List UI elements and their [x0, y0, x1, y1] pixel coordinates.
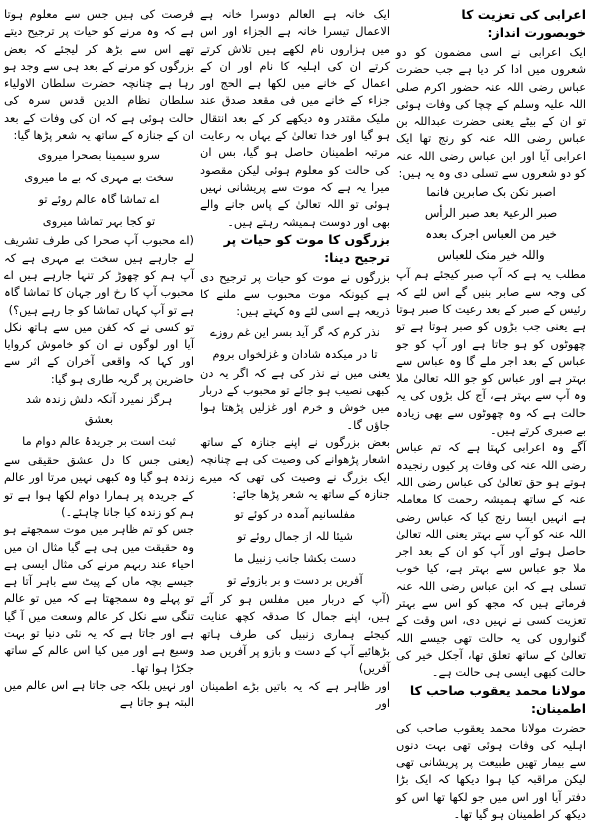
verse-line: نذر کرم کہ گر آید بسر این غم روزے: [200, 321, 390, 343]
paragraph: اور ظاہر ہے کہ یہ باتیں بڑے اطمینان اور: [200, 678, 390, 713]
arabic-verse-line: صبر الرعیۃ بعد صبر الرأس: [396, 203, 586, 224]
arabic-verse-line: اصبر نکن بک صابرین فانما: [396, 182, 586, 203]
arabic-verse-line: واللہ خیر منک للعباس: [396, 245, 586, 266]
paragraph: اور نہیں بلکہ جی جاتا ہے اس عالم میں البتہ ہو جاتا ہے: [4, 677, 194, 712]
section-heading: مولانا محمد یعقوب صاحب کا اطمینان:: [396, 682, 586, 720]
verse-line: تو کجا بہر تماشا میروی: [4, 210, 194, 232]
paragraph: ایک خانہ ہے العالم دوسرا خانہ ہے الاعمال تیسرا خانہ ہے الجزاء اور اس میں ہزاروں نام لکھے ہیں تلاش کرتے کرتے ان کی اہلیہ کا نام اور ان کے اعمال کے خانے میں لکھا ہے الحج اور جزاء کے خانے میں فی مقعد صدق عند ملیک مقتدر وہ دیکھے کر کے بعد انتقال ہو گیا اور خدا تعالیٰ کے یہاں بہ رعایت مرتبہ اطمینان حاصل ہو گیا، بس ان کی حالت کو معلوم ہوئی لیکن مقصود میرا یہ ہے کہ موت سے پریشانی نہیں ہوئی تو اللہ تعالیٰ کے پاس جانے والے بھی اور دوست ہمیشہ رہتے ہیں۔: [200, 6, 390, 231]
paragraph: (آپ کے دربار میں مفلس ہو کر آئے ہیں، اپنے جمال کا صدقہ کچھ عنایت کیجئے ہماری زنبیل کی طرف ہاتھ بڑھائیے آپ کے دست و بازو پر آفریں صد آفریں): [200, 591, 390, 677]
verse-line: آفریں بر دست و بر بازوئے تو: [200, 569, 390, 591]
paragraph: حضرت مولانا محمد یعقوب صاحب کی اہلیہ کی وفات ہوئی تھی بہت دنوں سے بیمار تھیں طبیعت پر پریشانی تھی لیکن مراقبہ کیا ہوا دیکھا کہ ایک بڑا دفتر آیا اور اس میں جو لکھا تھا اس کو دیکھ کر اطمینان ہو گیا تھا۔: [396, 720, 586, 823]
verse-line: سرو سیمینا بصحرا میروی: [4, 144, 194, 166]
paragraph: فرصت کی ہیں جس سے معلوم ہوتا ہے کہ وہ مرنے کو حیات پر ترجیح دیتے تھے اس سے بڑھ کر لیجئے کہ بعض بزرگوں کو مرنے کے بعد ہی سے وجد ہو رہا ہے چنانچہ حضرت سلطان الاولیاء سلطان نظام الدین قدس سرہ کی حالت ہوئی ہے کہ ان کی وفات کے بعد ان کے جنازہ کے ساتھ یہ شعر پڑھا گیا:: [4, 6, 194, 144]
column-middle: [200, 6, 390, 751]
paragraph: مطلب یہ ہے کہ آپ صبر کیجئے ہم آپ کی وجہ سے صابر بنیں گے اس لئے کہ رئیس کے صبر کے بعد رعیت کا صبر ہوتا ہے یعنی جب بڑوں کو صبر ہوتا ہے تو چھوٹوں کو ہو جاتا ہے اور آپ کو جو عباس کے بعد اجر ملے گا وہ عباس سے بہتر ہے اور عباس کو جو اللہ تعالیٰ ملا وہ آپ سے بہتر ہے، آج کل بڑوں کی یہ حالت ہے کہ وہ چھوٹوں سے بھی زیادہ بے صبری کرتے ہیں۔: [396, 266, 586, 439]
column-right: [396, 6, 586, 751]
verse-line: اے تماشا گاہ عالم روئے تو: [4, 188, 194, 210]
paragraph: (یعنی جس کا دل عشق حقیقی سے زندہ ہو گیا وہ کبھی نہیں مرتا اور عالم کے جریدہ پر ہمارا دوام لکھا ہوا ہے تو ہم کو زندہ کیا جانا چاہئے۔): [4, 452, 194, 521]
section-heading: بزرگوں کا موت کو حیات پر ترجیح دینا:: [200, 231, 390, 269]
paragraph: بعض بزرگوں نے اپنے جنازہ کے ساتھ اشعار پڑھوانے کی وصیت کی ہے چنانچہ ایک بزرگ نے وصیت کی تھی کہ میرے جنازہ کے ساتھ یہ شعر پڑھا جائے:: [200, 434, 390, 503]
verse-line: مفلسانیم آمدہ در کوئے تو: [200, 503, 390, 525]
verse-line: شیئا للہ از جمال روئے تو: [200, 525, 390, 547]
paragraph: تو کسی نے کہ کفن میں سے ہاتھ نکل آیا اور لوگوں نے ان کو خاموش کروایا اور کہا کہ واقعی آخران کے اثر سے حاضرین پر گریہ طاری ہو گیا:: [4, 319, 194, 388]
paragraph: یعنی میں نے نذر کی ہے کہ اگر یہ دن کبھی نصیب ہو جائے تو محبوب کے دربار میں خوش و خرم اور غزلیں پڑھتا ہوا جاؤں گا۔: [200, 365, 390, 434]
arabic-verse-line: خیر من العباس اجرک بعدہ: [396, 224, 586, 245]
paragraph: آگے وہ اعرابی کہتا ہے کہ تم عباس رضی اللہ عنہ کی وفات پر کیوں رنجیدہ ہوتے ہو حق تعالیٰ کی عباس رضی اللہ عنہ کے ساتھ ہمیشہ رحمت کا معاملہ ہے انہیں ایسا رنج کیا کہ عباس رضی اللہ عنہ کو آپ سے بہتر یعنی اللہ تعالیٰ حاصل ہوئے اور آپ کو ان کے بعد اجر ملا جو عباس سے بہتر ہے، کیا خوب تسلی ہے کہ ابن عباس رضی اللہ عنہ فرماتے ہیں کہ مجھ کو اس سے بہتر تعزیت کسی نے نہیں دی، اس وقت کے گنواروں کی یہ حالت تھی جیسے اللہ تعالیٰ کے ساتھ تعلق تھا، آجکل خیر کی حالت کبھی ایسی ہی حالت ہے۔: [396, 439, 586, 681]
column-left: [4, 6, 194, 751]
paragraph: ایک اعرابی نے اسی مضمون کو دو شعروں میں ادا کر دیا ہے جب حضرت عباس رضی اللہ عنہ حضور اکرم صلی اللہ علیہ وسلم کے چچا کی وفات ہوئی تو ان کے بیٹے یعنی حضرت عبداللہ بن عباس رضی اللہ عنہ کو رنج تھا ایک اعرابی آیا اور ابن عباس رضی اللہ عنہ کو دو شعروں سے تسلی دی وہ یہ ہیں:: [396, 44, 586, 182]
paragraph: (اے محبوب آپ صحرا کی طرف تشریف لے جارہے ہیں سخت بے مہری ہے کہ آپ ہم کو چھوڑ کر تنہا جارہے ہیں اے محبوب آپ کا رخ اور جہان کا تماشا گاہ ہے تو آپ کہاں تماشا کو جا رہے ہیں؟): [4, 232, 194, 318]
paragraph: جس کو تم ظاہر میں موت سمجھتے ہو وہ حقیقت میں ہی ہے گیا مثال ان میں احیاء عند ربہم مرنے کی مثال ایسی ہے جیسے بچہ ماں کے پیٹ سے باہر آتا ہے تو پہلے وہ سمجھتا ہے کہ میں تو عالم تنگی سے نکل کر عالم وسعت میں آ گیا ہے اور جاتا ہے کہ یہ نئی دنیا تو بہت وسیع ہے اور میں کیا اس عالم کے ساتھ جکڑا ہوا تھا۔: [4, 521, 194, 677]
verse-line: ثبت است بر جریدۂ عالم دوام ما: [4, 430, 194, 452]
section-heading: اعرابی کی تعزیت کا خوبصورت انداز:: [396, 6, 586, 44]
verse-line: دست بکشا جانب زنبیل ما: [200, 547, 390, 569]
verse-line: ہرگز نمیرد آنکہ دلش زندہ شد بعشق: [4, 388, 194, 430]
paragraph: بزرگوں نے موت کو حیات پر ترجیح دی ہے کیونکہ موت محبوب سے ملنے کا ذریعہ ہے اسی لئے وہ کہتے ہیں:: [200, 269, 390, 321]
verse-line: سخت بے مہری کہ بے ما میروی: [4, 166, 194, 188]
verse-line: تا در میکدہ شادان و غزلخواں بروم: [200, 343, 390, 365]
